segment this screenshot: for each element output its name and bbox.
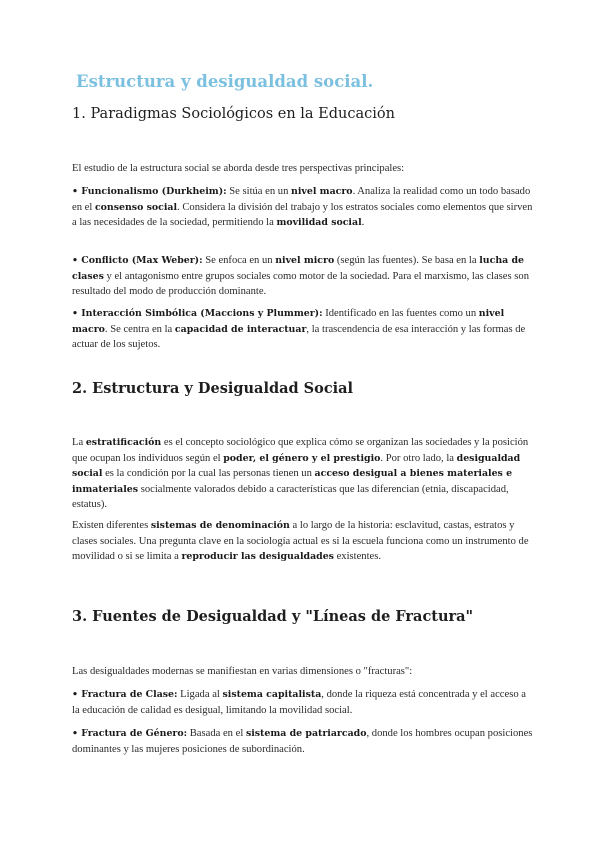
bold-term: estratificación	[85, 437, 162, 448]
text-run: El estudio de la estructura social se aborda desde tres perspectivas principales:	[72, 163, 405, 174]
bold-term: movilidad social	[276, 217, 362, 229]
paragraph-sistemas	[72, 518, 534, 565]
bold-term: sistema de patriarcado	[245, 728, 367, 739]
paragraph-fractura-genero	[72, 726, 534, 757]
text-run: , donde la riqueza está concentrada y el acceso a la educación de calidad es desigual, limitando la movilidad social.	[72, 689, 526, 716]
bold-term: reproducir las desigualdades	[181, 551, 334, 563]
bold-term: sistemas de denominación	[150, 520, 290, 531]
section-heading-1: 1. Paradigmas Sociológicos en la Educación	[72, 106, 395, 122]
bold-term: nivel macro	[291, 186, 353, 197]
text-run: , la trascendencia de esa interacción y las formas de actuar de los sujetos.	[72, 323, 526, 351]
bold-term: • Conflicto (Max Weber):	[72, 255, 203, 266]
text-run: a lo largo de la historia: esclavitud, castas, estratos y clases sociales. Una pregunta clave en la sociología actual es si la escuela funciona como un instrumento de movilidad o si se limita a	[72, 520, 529, 563]
section-heading-2: 2. Estructura y Desigualdad Social	[72, 380, 354, 397]
text-run: (según las fuentes). Se basa en la	[334, 255, 480, 266]
text-run: Identificado en las fuentes como un	[322, 308, 479, 319]
text-run: . Por otro lado, la	[380, 452, 457, 464]
paragraph-conflicto	[72, 253, 534, 300]
bold-term: lucha de clases	[72, 255, 524, 282]
bold-term: nivel macro	[72, 308, 505, 335]
text-run: existentes.	[333, 551, 382, 563]
text-run: Se sitúa en un	[226, 186, 292, 197]
bold-term: nivel micro	[275, 255, 335, 266]
text-run: Se enfoca en un	[202, 255, 276, 266]
text-run: . Analiza la realidad como un todo basado en el	[72, 186, 531, 213]
bold-term: • Fractura de Género:	[72, 728, 188, 739]
document-title: Estructura y desigualdad social.	[76, 72, 374, 91]
bold-term: sistema capitalista	[222, 689, 322, 700]
text-run: es la condición por la cual las personas tienen un	[102, 468, 315, 480]
paragraph-estratificacion	[72, 435, 534, 513]
bold-term: acceso desigual a bienes materiales e inmateriales	[72, 468, 513, 495]
text-run: , donde los hombres ocupan posiciones dominantes y las mujeres posiciones de subordinación.	[72, 728, 533, 755]
text-run: .	[361, 217, 365, 229]
text-run: socialmente valorados debido a características que las diferencian (etnia, discapacidad, estatus).	[72, 483, 509, 511]
paragraph-fracturas-intro	[72, 664, 534, 680]
text-run: La	[72, 437, 86, 448]
text-run: Basada en el	[187, 728, 246, 739]
paragraph-interaccion	[72, 306, 534, 353]
section-heading-3: 3. Fuentes de Desigualdad y "Líneas de Fractura"	[72, 608, 474, 625]
text-run: . Considera la división del trabajo y los estratos sociales como elementos que sirven a las necesidades de la sociedad, permitiendo la	[72, 201, 533, 229]
paragraph-intro	[72, 161, 534, 177]
bold-term: poder, el género y el prestigio	[223, 452, 381, 464]
text-run: Ligada al	[177, 689, 223, 700]
bold-term: capacidad de interactuar	[174, 323, 307, 335]
bold-term: desigualdad social	[72, 452, 521, 480]
bold-term: • Fractura de Clase:	[72, 689, 178, 700]
paragraph-funcionalismo	[72, 184, 534, 231]
text-run: Las desigualdades modernas se manifiestan en varias dimensiones o "fracturas":	[72, 666, 413, 677]
bold-term: • Interacción Simbólica (Maccions y Plummer):	[72, 308, 323, 319]
text-run: es el concepto sociológico que explica cómo se organizan las sociedades y la posición que ocupan los individuos según el	[72, 437, 529, 464]
bold-term: • Funcionalismo (Durkheim):	[72, 186, 227, 197]
bold-term: consenso social	[94, 201, 178, 213]
text-run: y el antagonismo entre grupos sociales como motor de la sociedad. Para el marxismo, las clases son resultado del modo de producción dominante.	[72, 270, 529, 298]
text-run: . Se centra en la	[104, 323, 175, 335]
text-run: Existen diferentes	[72, 520, 151, 531]
paragraph-fractura-clase	[72, 687, 534, 718]
